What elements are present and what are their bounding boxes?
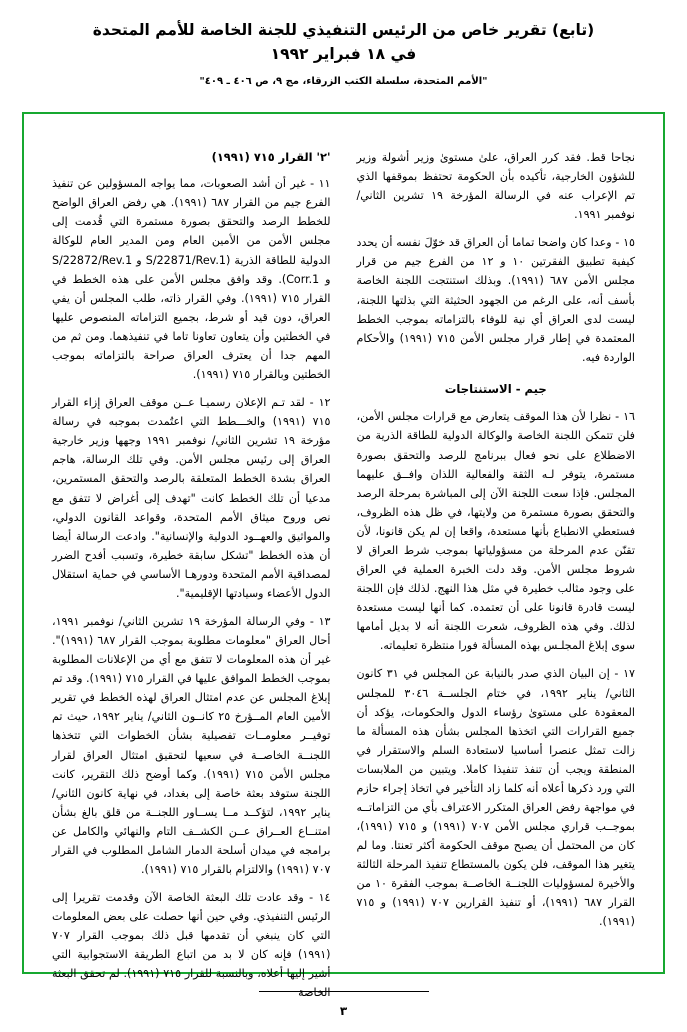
two-column-layout [52,148,636,1000]
column-right [52,148,331,1000]
content-frame [22,112,665,1000]
page-subtitle: في ١٨ فبراير ١٩٩٢ [270,45,417,64]
document-header [0,0,687,89]
page-number: ٣ [339,1004,348,1018]
paragraph-12: ١٢ - لقد تـم الإعلان رسميـا عــن موقف العراق إزاء القرار ٧١٥ (١٩٩١) والخـــطط التي اعتُمدت بموجبه في رسالة مؤرخة ١٩ تشرين الثاني/ نوفمبر ١٩٩١ وجهها وزير خارجية العراق إلى رئيس مجلس الأمن. وفي تلك الرسالة، هاجم العراق بشدة الخطط المتعلقة بالرصد والتحقق المستمرين، مدعيا أن تلك الخطط كانت "تهدف إلى أغراض لا تتفق مع نص وروح ميثاق الأمم المتحدة، وقواعد القانون الدولي، والمواثيق والعهــود الدولية والإنسانية". وادعت الرسالة أيضا أن هذه الخطط "تشكل سابقة خطيرة، وتسبب أفدح الضرر لمصداقية الأمم المتحدة ودورهـا الأساسي في حماية استقلال الدول الأعضاء وسيادتها الإقليمية". [52,396,331,600]
source-citation: "الأمم المتحدة، سلسلة الكتب الزرقاء، مج ٩، ص ٤٠٦ ـ ٤٠٩" [199,76,488,88]
page-title: (تابع) تقرير خاص من الرئيس التنفيذي للجنة الخاصة للأمم المتحدة [92,21,595,39]
paragraph-16: ١٦ - نظرا لأن هذا الموقف يتعارض مع قرارات مجلس الأمن، فلن تتمكن اللجنة الخاصة والوكالة الدولية للطاقة الذرية من الاضطلاع على نحو فعال ببرنامج للرصد والتحقق بصورة مستمرة، يتوفر لـه الثقة والفعالية اللذان وافــق عليهما المجلس. فإذا سعت اللجنة الآن إلى المباشرة بمرحلة الرصد والتحقق بصورة مستمرة من ولايتها، في ظل هذه الظروف، فستعطي الانطباع بأنها مستعدة، واقعا إن لم يكن قانونا، لأن تقنّن عدم المرحلة من مسؤولياتها بموجب شرط العراق لا شروط مجلس الأمن. وقد دلت الخبرة العملية في العراق على وجود مثالب خطيرة في مثل هذا النهج. لذلك فإن اللجنة ليست قادرة قانونا على أن تعتمده. كما أنها ليست مستعدة لذلك. وفي هذه الظروف، شعرت اللجنة أنه لا بديل أمامها سوى إبلاغ المجلـس بهذه المسألة فورا منتظرة تعليماته. [356,410,635,653]
paragraph-17: ١٧ - إن البيان الذي صدر بالنيابة عن المجلس في ٣١ كانون الثاني/ يناير ١٩٩٢، في ختام الجلســة ٣٠٤٦ للمجلس المعقودة على مستوىٰ رؤساء الدول والحكومات، يؤكد أن جميع القرارات التي اتخذها المجلس بشأن هذه المسألة ما زالت تمثل عنصرا أساسيا لاستعادة السلم والاستقرار في المنطقة ويجب أن تنفذ تنفيذا كاملا. ويتبين من الملابسات التي ورد ذكرها أعلاه أنه كلما زاد التأخير في اتخاذ إجراء حازم في مواجهة رفض العراق المتكرر الاعتراف بأي من التزاماتــه بموجــب قراري مجلس الأمن ٧٠٧ (١٩٩١) و ٧١٥ (١٩٩١)، كان من المحتمل أن يصبح موقف الحكومة أكثر تعنتا. وما لم يتغير هذا الموقف، فلن يكون بالمستطاع تنفيذ المرحلة الثالثة والأخيرة لمسؤوليات اللجنــة الخاصــة بموجب الفقرة ١٠ من القرار ٦٨٧ (١٩٩١)، أو تنفيذ القرارين ٧٠٧ (١٩٩١) و ٧١٥ (١٩٩١). [356,667,636,929]
content-frame-inner [24,114,663,1000]
footer-divider [259,991,429,992]
section-heading-conclusions: جيم - الاستنتاجات [444,381,547,396]
paragraph-14: ١٤ - وقد عادت تلك البعثة الخاصة الآن وقدمت تقريرا إلى الرئيس التنفيذي. وفي حين أنها حصلت على بعض المعلومات التي كان ينبغي أن تقدمها قبل ذلك بموجب القرار ٧٠٧ (١٩٩١) فإنه كان لا بد من اتباع الطريقة الاستجوابية التي أشير إليها أعلاه، وبالنسبة للقرار ٧١٥ (١٩٩١). لم تحقق البعثة الخاصة [52,891,331,1000]
column-left [357,148,636,952]
subsection-heading-resolution-715: '٢' القرار ٧١٥ (١٩٩١) [211,150,331,164]
paragraph-13: ١٣ - وفي الرسالة المؤرخة ١٩ تشرين الثاني/ نوفمبر ١٩٩١، أحال العراق "معلومات مطلوبة بموجب القرار ٦٨٧ (١٩٩١)". غير أن هذه المعلومات لا تتفق مع أي من الإعلانات المطلوبة بموجب الخطط الموافق عليها في القرار ٧١٥ (١٩٩١). وقد تم إبلاغ المجلس عن عدم امتثال العراق لهذه الخطط في تقرير الأمين العام المــؤرخ ٢٥ كانــون الثاني/ يناير ١٩٩٢، حيث تم توفيــر معلومــات تفصيلية بشأن الخطوات التي تتخذها اللجنــة الخاصــة في سعيها لتحقيق امتثال العراق لقرار مجلس الأمن ٧١٥ (١٩٩١). وكما أوضح ذلك التقرير، كانت اللجنة ستوفد بعثة خاصة إلى بغداد، في نهاية كانون الثاني/ يناير ١٩٩٢، لتؤكــد مــا يســاور اللجنــة من قلق بالغ بشأن امتنــاع العــراق عــن الكشــف التام والنهائي والكامل عن برامجه في ميدان أسلحة الدمار الشامل المطلوب في القرار ٧٠٧ (١٩٩١) والالتزام بالقرار ٧١٥ (١٩٩١). [52,614,331,876]
paragraph-15: ١٥ - وعدا كان واضحا تماما أن العراق قد خوّلَ نفسه أن يحدد كيفية تطبيق الفقرتين ١٠ و ١٢ من الفرع جيم من قرار مجلس الأمن ٦٨٧ (١٩٩١). وبذلك استنتجت اللجنة الخاصة بأسف أنه، على الرغم من الجهود الحثيثة التي بذلتها اللجنة، ليست لدى العراق أي نية للوفاء بالتزاماته بموجب الخطط المعتمدة في إطار قرار مجلس الأمن ٧١٥ (١٩٩١) والأحكام الواردة فيه. [356,236,636,364]
paragraph-11: ١١ - غير أن أشد الصعوبات، مما يواجه المسؤولين عن تنفيذ الفرع جيم من القرار ٦٨٧ (١٩٩١). هي رفض العراق الواضح للخطط الرصد والتحقق بصورة مستمرة التي قُدمت إلى مجلس الأمن من الأمين العام ومن المدير العام للوكالة الدولية للطاقة الذرية (S/22871/Rev.1 و S/22872/Rev.1 و Corr.1). وقد وافق مجلس الأمن على هذه الخطط في القرار ٧١٥ (١٩٩١). وفي القرار ذاته، طلب المجلس أن يفي العراق، دون قيد أو شرط، بجميع التزاماته المنصوص عليها في الخطتين وأن يتعاون تعاونا تاما في تنفيذهما. ومن ثم من المهم جدا أن يعترف العراق صراحة بالتزاماته بموجب الخطتين وبالقرار ٧١٥ (١٩٩١). [52,177,331,382]
paragraph-continuation: نجاحا قط. فقد كرر العراق، علىٰ مستوىٰ وزير أشولة وزير للشؤون الخارجية، تأكيده بأن الحكومة تحتفظ بموقفها الذي تم الإعراب عنه في الرسالة المؤرخة ١٩ تشرين الثاني/ نوفمبر ١٩٩١. [356,151,635,222]
